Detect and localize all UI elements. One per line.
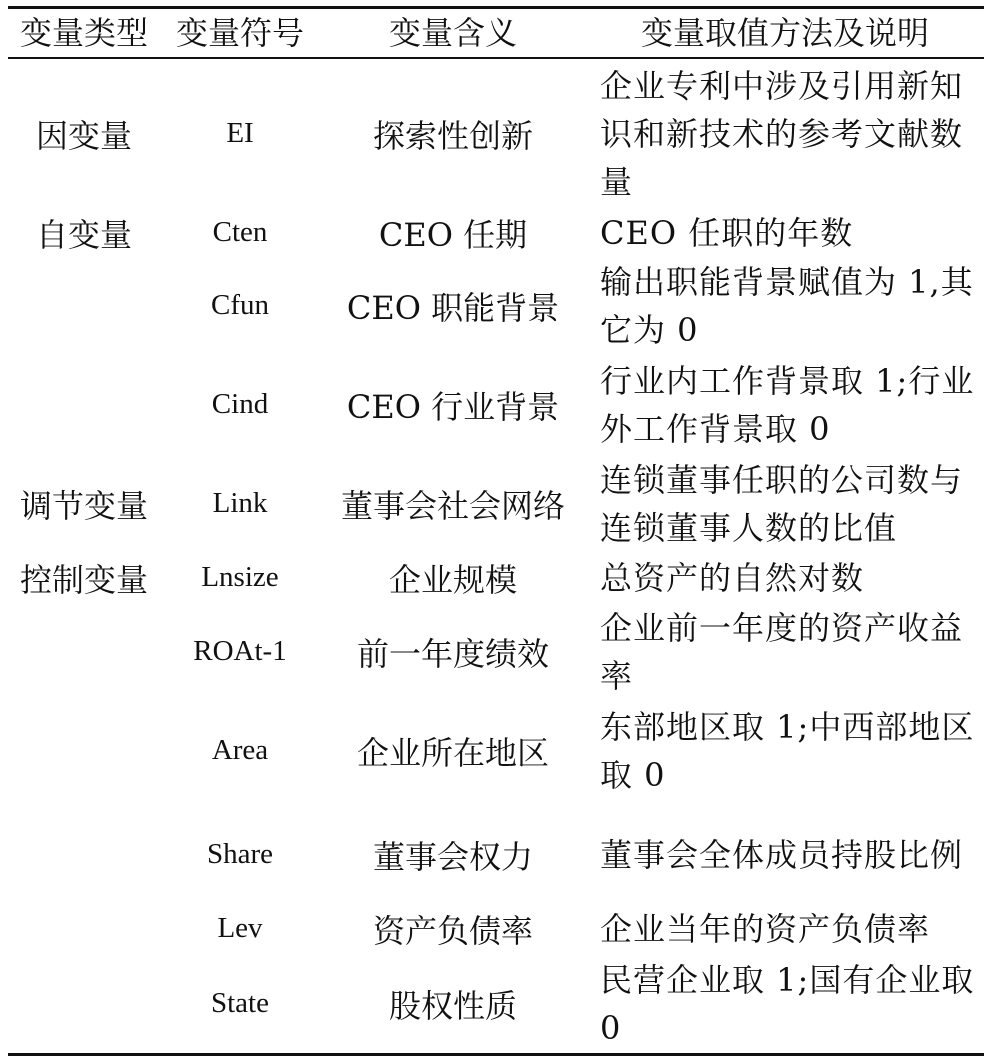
table-row xyxy=(8,801,984,903)
variable-description: 董事会全体成员持股比例 xyxy=(600,835,964,874)
variable-type xyxy=(8,701,160,801)
variable-meaning: 股权性质 xyxy=(388,986,517,1025)
table-row xyxy=(8,355,984,455)
variable-definition-table xyxy=(8,9,984,57)
table-row xyxy=(8,209,984,257)
variable-symbol: Link xyxy=(212,487,268,519)
variable-description: 企业当年的资产负债率 xyxy=(600,909,931,948)
header-variable-description: 变量取值方法及说明 xyxy=(640,14,929,52)
variable-meaning: CEO 任期 xyxy=(378,215,528,254)
variable-type: 控制变量 xyxy=(19,560,148,599)
table-row xyxy=(8,603,984,701)
variable-description: 连锁董事任职的公司数与连锁董事人数的比值 xyxy=(600,460,964,547)
variable-description: 企业前一年度的资产收益率 xyxy=(600,608,964,695)
variable-symbol: Lev xyxy=(217,912,263,944)
table-row xyxy=(8,955,984,1053)
variable-symbol: EI xyxy=(226,117,254,149)
table-row xyxy=(8,257,984,355)
table-row xyxy=(8,903,984,955)
variable-meaning: 前一年度绩效 xyxy=(356,634,549,673)
header-variable-type: 变量类型 xyxy=(19,14,148,52)
variable-symbol: Cfun xyxy=(211,289,269,321)
table-row xyxy=(8,701,984,801)
variable-meaning: CEO 职能背景 xyxy=(346,288,560,327)
variable-meaning: CEO 行业背景 xyxy=(346,387,560,426)
variable-symbol: Cten xyxy=(212,216,268,248)
variable-meaning: 资产负债率 xyxy=(372,911,533,950)
variable-description: 行业内工作背景取 1;行业外工作背景取 0 xyxy=(600,361,975,448)
variable-description: 总资产的自然对数 xyxy=(600,558,865,597)
variable-type xyxy=(8,603,160,701)
variable-meaning: 董事会社会网络 xyxy=(340,486,565,525)
variable-description: 东部地区取 1;中西部地区取 0 xyxy=(600,707,975,794)
table-row xyxy=(8,553,984,603)
variable-type xyxy=(8,903,160,955)
variable-meaning: 探索性创新 xyxy=(372,116,533,155)
bottom-rule xyxy=(8,1053,984,1056)
variable-type xyxy=(8,801,160,903)
variable-symbol: Area xyxy=(211,734,269,766)
variable-type xyxy=(8,955,160,1053)
header-row xyxy=(8,9,984,57)
variable-description: 输出职能背景赋值为 1,其它为 0 xyxy=(600,262,974,349)
variable-symbol: Lnsize xyxy=(201,561,279,593)
variable-type: 自变量 xyxy=(35,215,132,254)
variable-body-table xyxy=(8,59,984,1053)
variable-symbol: State xyxy=(211,987,269,1019)
header-variable-meaning: 变量含义 xyxy=(388,14,517,52)
variable-description: 民营企业取 1;国有企业取 0 xyxy=(600,960,975,1047)
table-row xyxy=(8,455,984,553)
header-variable-symbol: 变量符号 xyxy=(175,14,304,52)
variable-meaning: 董事会权力 xyxy=(372,837,533,876)
table-row xyxy=(8,59,984,209)
variable-symbol: Share xyxy=(206,838,274,870)
variable-type xyxy=(8,257,160,355)
variable-table xyxy=(8,6,984,1056)
variable-symbol: ROAt-1 xyxy=(193,635,287,667)
variable-meaning: 企业规模 xyxy=(388,560,517,599)
variable-type: 因变量 xyxy=(35,116,132,155)
variable-type: 调节变量 xyxy=(19,486,148,525)
variable-description: 企业专利中涉及引用新知识和新技术的参考文献数量 xyxy=(600,66,964,201)
variable-type xyxy=(8,355,160,455)
variable-meaning: 企业所在地区 xyxy=(356,733,549,772)
variable-description: CEO 任职的年数 xyxy=(600,213,854,252)
variable-symbol: Cind xyxy=(211,388,269,420)
